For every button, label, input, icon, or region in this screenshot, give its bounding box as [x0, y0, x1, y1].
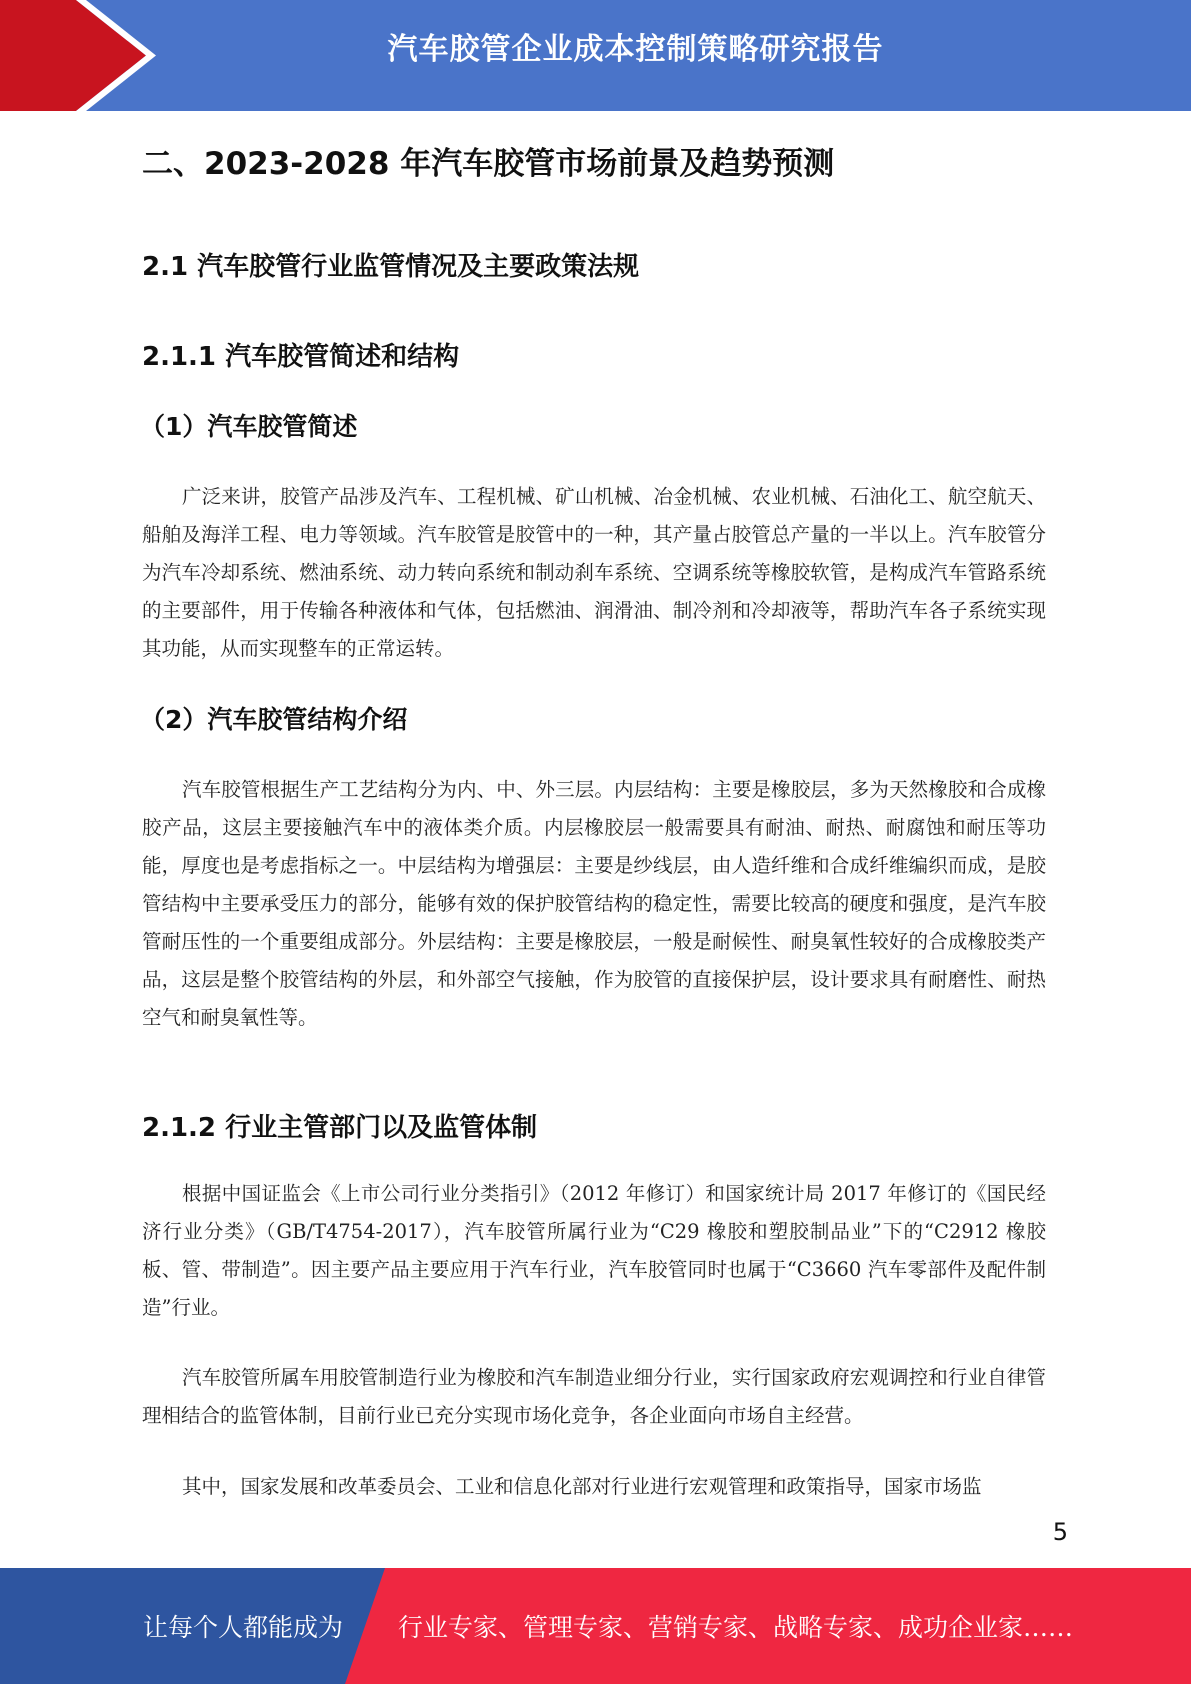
page-number: 5 — [1052, 1518, 1068, 1546]
subsection-heading-2-1-2: 2.1.2 行业主管部门以及监管体制 — [142, 1113, 538, 1143]
paragraph-structure: 汽车胶管根据生产工艺结构分为内、中、外三层。内层结构：主要是橡胶层，多为天然橡胶和合成橡胶产品，这层主要接触汽车中的液体类介质。内层橡胶层一般需要具有耐油、耐热、耐腐蚀和耐压等功能，厚度也是考虑指标之一。中层结构为增强层：主要是纱线层，由人造纤维和合成纤维编织而成，是胶管结构中主要承受压力的部分，能够有效的保护胶管结构的稳定性，需要比较高的硬度和强度，是汽车胶管耐压性的一个重要组成部分。外层结构：主要是橡胶层，一般是耐候性、耐臭氧性较好的合成橡胶类产品，这层是整个胶管结构的外层，和外部空气接触，作为胶管的直接保护层，设计要求具有耐磨性、耐热空气和耐臭氧性等。 — [142, 778, 1046, 1029]
item-heading-2: （2）汽车胶管结构介绍 — [140, 705, 408, 734]
subsection-heading-2-1: 2.1 汽车胶管行业监管情况及主要政策法规 — [142, 252, 640, 282]
report-title: 汽车胶管企业成本控制策略研究报告 — [387, 32, 884, 67]
paragraph-authorities: 其中，国家发展和改革委员会、工业和信息化部对行业进行宏观管理和政策指导，国家市场监 — [182, 1475, 982, 1498]
footer-slogan-left: 让每个人都能成为 — [143, 1613, 344, 1642]
paragraph-overview: 广泛来讲，胶管产品涉及汽车、工程机械、矿山机械、冶金机械、农业机械、石油化工、航空航天、船舶及海洋工程、电力等领域。汽车胶管是胶管中的一种，其产量占胶管总产量的一半以上。汽车胶管分为汽车冷却系统、燃油系统、动力转向系统和制动刹车系统、空调系统等橡胶软管，是构成汽车管路系统的主要部件，用于传输各种液体和气体，包括燃油、润滑油、制冷剂和冷却液等，帮助汽车各子系统实现其功能，从而实现整车的正常运转。 — [142, 485, 1046, 660]
item-heading-1: （1）汽车胶管简述 — [140, 412, 358, 441]
subsection-heading-2-1-1: 2.1.1 汽车胶管简述和结构 — [142, 342, 460, 372]
page-header — [0, 0, 1191, 111]
page-footer — [0, 1568, 1191, 1684]
paragraph-classification: 根据中国证监会《上市公司行业分类指引》（2012 年修订）和国家统计局 2017 年修订的《国民经济行业分类》（GB/T4754-2017），汽车胶管所属行业为“C29 橡胶和塑胶制品业”下的“C2912 橡胶板、管、带制造”。因主要产品主要应用于汽车行业，汽车胶管同时也属于“C3660 汽车零部件及配件制造”行业。 — [142, 1182, 1046, 1319]
paragraph-regulation: 汽车胶管所属车用胶管制造行业为橡胶和汽车制造业细分行业，实行国家政府宏观调控和行业自律管理相结合的监管体制，目前行业已充分实现市场化竞争，各企业面向市场自主经营。 — [142, 1366, 1046, 1427]
footer-slogan-right: 行业专家、管理专家、营销专家、战略专家、成功企业家…… — [398, 1613, 1074, 1642]
section-heading: 二、2023-2028 年汽车胶管市场前景及趋势预测 — [142, 146, 835, 182]
